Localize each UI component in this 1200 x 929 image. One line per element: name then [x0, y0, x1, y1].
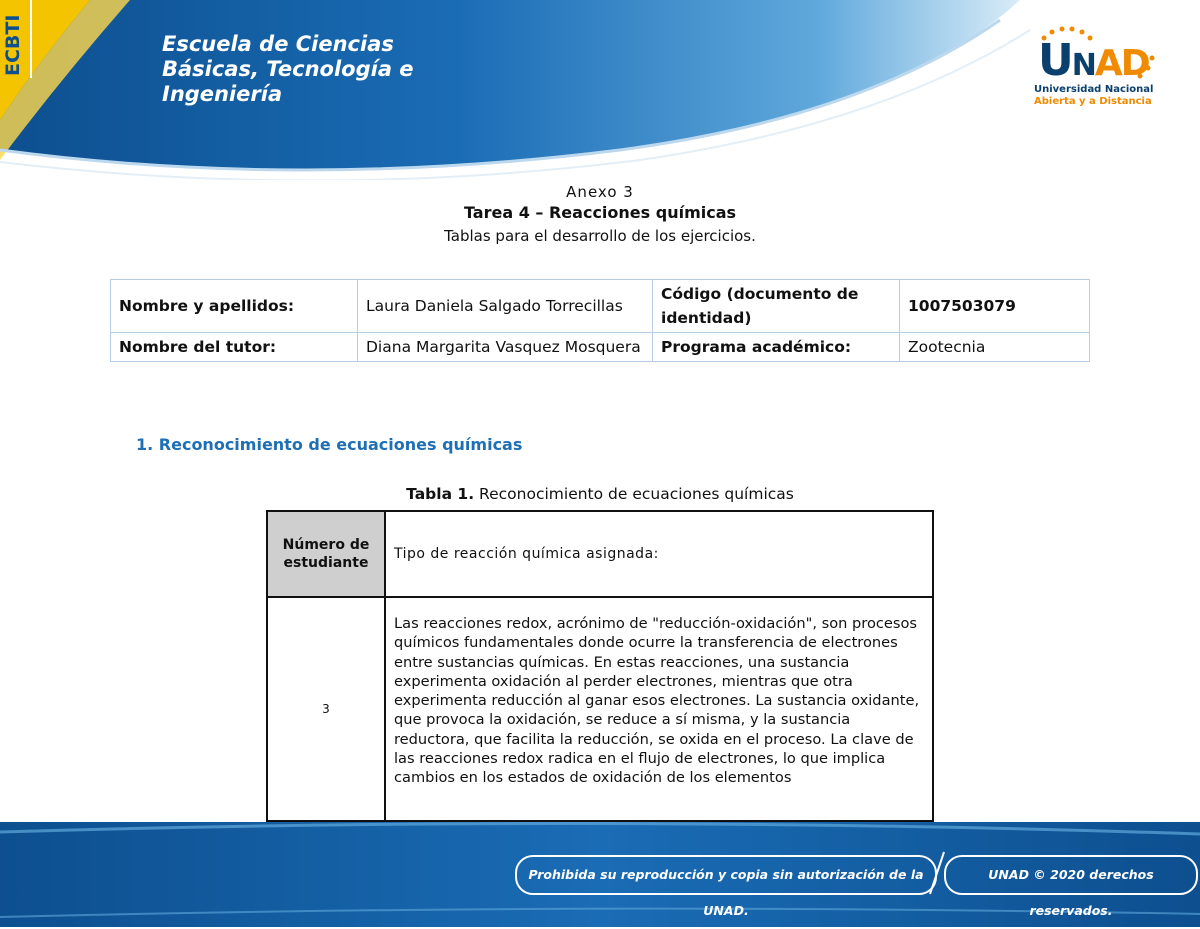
unad-wordmark: UNAD [1038, 35, 1149, 86]
code-label: Código (documento de identidad) [653, 280, 900, 333]
reaction-table [266, 510, 934, 822]
header-student-number: Número de estudiante [267, 511, 385, 597]
name-value: Laura Daniela Salgado Torrecillas [358, 280, 653, 333]
program-value: Zootecnia [900, 333, 1090, 362]
tutor-value: Diana Margarita Vasquez Mosquera [358, 333, 653, 362]
code-value: 1007503079 [900, 280, 1090, 333]
copy-notice: Prohibida su reproducción y copia sin autorización de la UNAD. [515, 855, 937, 895]
student-number: 3 [267, 597, 385, 821]
ecbti-logo-icon [0, 0, 40, 78]
table-row [267, 511, 933, 597]
task-title: Tarea 4 – Reacciones químicas [463, 203, 737, 222]
rights-notice: UNAD © 2020 derechos reservados. [944, 855, 1198, 895]
document-subtitle: Tablas para el desarrollo de los ejercicios. [444, 227, 756, 245]
svg-text:ECBTI: ECBTI [2, 14, 24, 76]
table-row [111, 280, 1090, 333]
logo-university-name: Universidad Nacional [1034, 84, 1154, 95]
table-row [267, 597, 933, 821]
table-caption-text: Reconocimiento de ecuaciones químicas [474, 485, 794, 503]
program-label: Programa académico: [653, 333, 900, 362]
table-row [111, 333, 1090, 362]
logo-university-tagline: Abierta y a Distancia [1034, 96, 1152, 107]
document-titles [0, 182, 1200, 248]
table-caption-label: Tabla 1. [406, 485, 475, 503]
school-name [162, 32, 414, 107]
table-caption [0, 485, 1200, 503]
header-banner [0, 0, 1200, 180]
tutor-label: Nombre del tutor: [111, 333, 358, 362]
reaction-description: Las reacciones redox, acrónimo de "reducción-oxidación", son procesos químicos fundamentales donde ocurre la transferencia de electrones entre sustancias químicas. En estas reacciones, una sustancia experimenta oxidación al perder electrones, mientras que otra experimenta reducción al ganar esos electrones. La sustancia oxidante, que provoca la oxidación, se reduce a sí misma, y la sustancia reductora, que facilita la reducción, se oxida en el proceso. La clave de las reacciones redox radica en el flujo de electrones, lo que implica cambios en los estados de oxidación de los elementos [385, 597, 933, 821]
school-name-line1: Escuela de Ciencias [162, 32, 394, 56]
unad-logo [1030, 24, 1170, 124]
student-info-table [110, 279, 1090, 362]
name-label: Nombre y apellidos: [111, 280, 358, 333]
header-reaction-type: Tipo de reacción química asignada: [385, 511, 933, 597]
school-name-line3: Ingeniería [162, 82, 283, 106]
school-name-line2: Básicas, Tecnología e [162, 57, 414, 81]
annex-title: Anexo 3 [566, 183, 634, 201]
section-heading: 1. Reconocimiento de ecuaciones químicas [136, 435, 523, 454]
